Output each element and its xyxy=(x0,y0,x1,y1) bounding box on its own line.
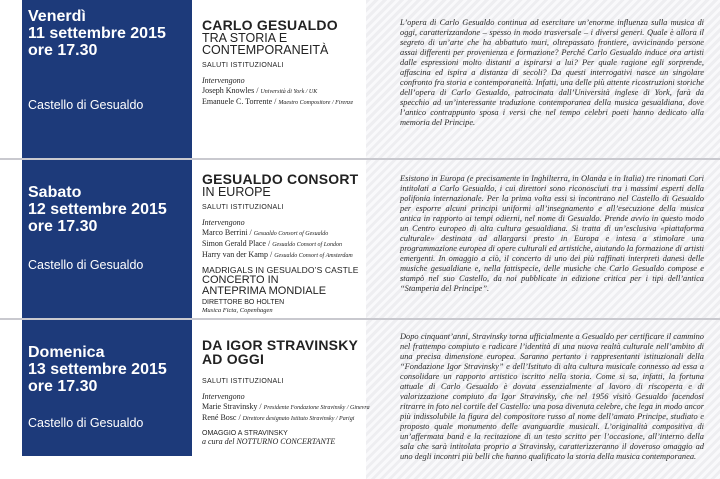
event-venue: Castello di Gesualdo xyxy=(28,258,144,272)
speaker-name: Harry van der Kamp xyxy=(202,250,268,259)
speaker-name: Emanuele C. Torrente xyxy=(202,97,273,106)
speaker-role: Presidente Fondazione Stravinsky / Ginevra xyxy=(263,405,370,411)
intervengono-label: Intervengono xyxy=(202,392,245,401)
curated-by: a cura del NOTTURNO CONCERTANTE xyxy=(202,437,336,446)
event-day: Venerdì xyxy=(28,8,86,25)
saluti-label: SALUTI ISTITUZIONALI xyxy=(202,378,284,385)
event-info-2 xyxy=(202,172,362,316)
speaker: Harry van der Kamp / Gesualdo Consort of Amsterdam xyxy=(202,250,353,259)
speaker: Simon Gerald Place / Gesualdo Consort of London xyxy=(202,239,343,248)
concert-title: CONCERTO IN xyxy=(202,274,279,286)
director-label: DIRETTORE BO HOLTEN xyxy=(202,299,285,306)
event-subtitle: TRA STORIA E xyxy=(202,31,288,45)
speaker-name: René Bosc xyxy=(202,413,237,422)
intervengono-label: Intervengono xyxy=(202,218,245,227)
event-venue: Castello di Gesualdo xyxy=(28,98,144,112)
speaker-name: Marco Berrini xyxy=(202,228,248,237)
event-subtitle: IN EUROPE xyxy=(202,185,271,199)
speaker-role: Gesualdo Consort of London xyxy=(272,242,343,248)
event-subtitle: CONTEMPORANEITÀ xyxy=(202,43,329,57)
event-date-text: 13 settembre 2015 xyxy=(28,361,167,378)
speaker-name: Simon Gerald Place xyxy=(202,239,266,248)
saluti-label: SALUTI ISTITUZIONALI xyxy=(202,204,284,211)
speaker: Marco Berrini / Gesualdo Consort of Gesualdo xyxy=(202,228,329,237)
event-info-1 xyxy=(202,18,362,108)
date-panel-sunday xyxy=(22,320,192,456)
date-panel-friday xyxy=(22,0,192,158)
ensemble-name: Musica Ficta, Copenhagen xyxy=(202,307,273,314)
event-subtitle: AD OGGI xyxy=(202,351,265,367)
madrigals-heading: MADRIGALS IN GESUALDO’S CASTLE xyxy=(202,265,359,275)
omaggio-label: OMAGGIO A STRAVINSKY xyxy=(202,430,288,437)
speaker-name: Marie Stravinsky xyxy=(202,402,258,411)
event-description: Dopo cinquant’anni, Stravinsky torna ufficialmente a Gesualdo per certificare il cammino nel frattempo compiuto e radicare l’identità di una nuova realtà culturale nell’ambito di una precisa dimensione europea. Saranno pertanto i rappresentanti istituzionali della “Fondazione Igor Stravinsky” e dell’Istituto di alta cultura musicale connesso ad essa a consolidare un rapporto artistico iscritto nella storia. Come si sa, infatti, la fortuna attuale di Carlo Gesualdo è dovuta essenzialmente al lavoro di riscoperta e di valorizzazione compiuto da Igor Stravinsky, che nel 1956 visitò Gesualdo facendosi ritrarre in foto nel cortile del Castello: una posa divenuta celebre, che lega in modo ancor più indissolubile la figura del compositore russo al nome dell’amato Principe, studiato e proposto quale monumento delle avanguardie musicali. L’originalità compositiva di un’affermata band e la recitazione di un testo scritto per l’occasione, all’interno della sala che sarà intitolata proprio a Stravinsky, caratterizzeranno il doveroso omaggio ad uno degli incontri più belli che hanno qualificato la storia della musica contemporanea. xyxy=(400,332,704,461)
event-date xyxy=(22,0,192,59)
speaker: René Bosc / Direttore designato Istituto Stravinsky / Parigi xyxy=(202,413,355,422)
event-time: ore 17.30 xyxy=(28,42,98,59)
saluti-label: SALUTI ISTITUZIONALI xyxy=(202,62,284,69)
speaker: Emanuele C. Torrente / Maestro Compositore / Firenze xyxy=(202,97,354,106)
event-date xyxy=(22,320,192,395)
event-title: CARLO GESUALDO xyxy=(202,17,338,33)
date-panel-saturday xyxy=(22,160,192,318)
concert-title: ANTEPRIMA MONDIALE xyxy=(202,285,327,297)
speaker: Marie Stravinsky / Presidente Fondazione Stravinsky / Ginevra xyxy=(202,402,370,411)
event-info-3 xyxy=(202,337,370,447)
event-date xyxy=(22,160,192,235)
event-date-text: 11 settembre 2015 xyxy=(28,25,166,42)
event-venue: Castello di Gesualdo xyxy=(28,416,144,430)
speaker-role: Università di York / UK xyxy=(260,89,318,95)
event-title: GESUALDO CONSORT xyxy=(202,171,359,187)
event-time: ore 17.30 xyxy=(28,378,98,395)
speaker-role: Maestro Compositore / Firenze xyxy=(278,100,354,106)
intervengono-label: Intervengono xyxy=(202,76,245,85)
speaker-role: Gesualdo Consort of Gesualdo xyxy=(253,231,329,237)
event-description: Esistono in Europa (e precisamente in Inghilterra, in Olanda e in Italia) tre rinomati Cori intitolati a Carlo Gesualdo, i cui direttori sono riconosciuti tra i massimi esperti della polifonia internazionale. Per la prima volta essi si incontrano nel Castello di Gesualdo per esporre alcuni principi uniformi all’insegnamento e all’esecuzione della musica antica in rapporto ai tempi odierni, nel nome di Gesualdo. Prende avvio in questo modo un Centro europeo di alta cultura gesualdiana. Si tratta di un’esclusiva «piattaforma culturale» destinata ad allargarsi presto in Europa e intesa a stimolare una programmazione europea di opere culturali ed artistiche, aiutando la formazione di artisti emergenti. In omaggio a ciò, il concerto di uno dei più raffinati interpreti danesi delle musiche gesualdiane e, nella fattispecie, delle musiche che Carlo Gesualdo compose e stampò nel suo Castello, da noi pubblicate in edizione critica per i tipi dell’antica “Stamperia del Principe”. xyxy=(400,174,704,293)
event-time: ore 17.30 xyxy=(28,218,98,235)
speaker-role: Gesualdo Consort of Amsterdam xyxy=(274,253,353,259)
speaker-name: Joseph Knowles xyxy=(202,86,255,95)
event-description: L’opera di Carlo Gesualdo continua ad esercitare un’enorme influenza sulla musica di oggi, caratterizzandone – spesso in modo trasversale – i diversi generi. Quale è allora il segreto di un’arte che ha abbattuto muri, oltrepassato frontiere, avvicinando persone assai differenti per provenienza e formazione? Perché Carlo Gesualdo induce ora artisti dalle espressioni molto distanti a ispirarsi a lui? Per quale ragione egli sorprende, affascina ed ispira a distanza di secoli? Da questi interrogativi nasce un singolare confronto fra storia e contemporaneità. Infatti, una delle più attente ricostruzioni storiche dell’opera di Carlo Gesualdo, patrocinata dall’Università inglese di York, farà da specchio ad un’interessante traduzione contemporanea della musica gesualdiana, dove l’antico contrappunto sposa i versi che nel tempo celebri poeti hanno dedicato alla memoria del Principe. xyxy=(400,18,704,127)
event-title: DA IGOR STRAVINSKY xyxy=(202,337,359,353)
event-day: Sabato xyxy=(28,184,82,201)
event-day: Domenica xyxy=(28,344,105,361)
speaker: Joseph Knowles / Università di York / UK xyxy=(202,86,318,95)
event-date-text: 12 settembre 2015 xyxy=(28,201,167,218)
speaker-role: Direttore designato Istituto Stravinsky / Parigi xyxy=(242,416,355,422)
